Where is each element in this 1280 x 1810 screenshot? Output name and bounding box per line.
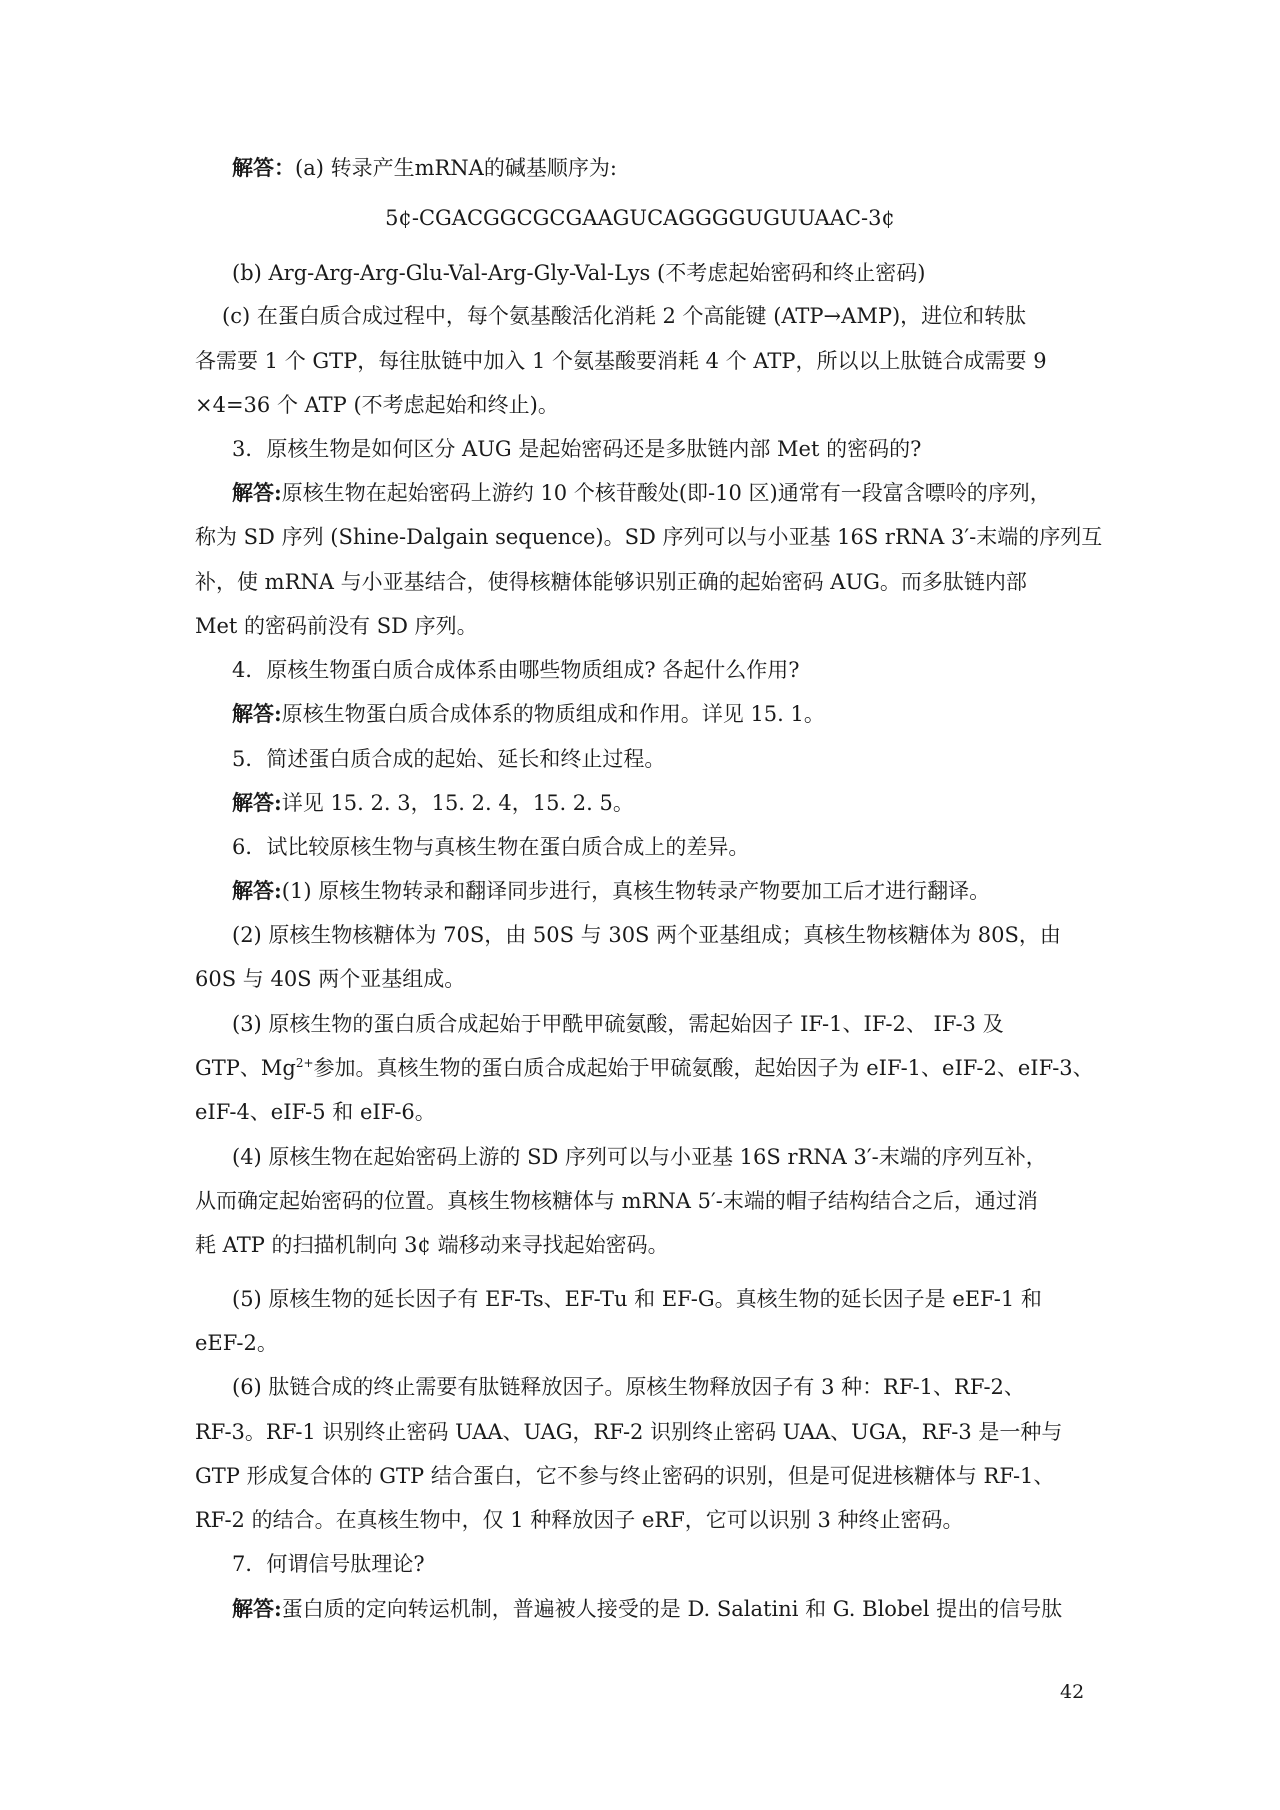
answer-3-line-3: 补，使 mRNA 与小亚基结合，使得核糖体能够识别正确的起始密码 AUG。而多肽链内部 bbox=[195, 570, 1027, 594]
page-number: 42 bbox=[1060, 1681, 1085, 1703]
answer-6-point-5-line-2: eEF-2。 bbox=[195, 1331, 278, 1355]
answer-6-point-2-line-1: (2) 原核生物核糖体为 70S，由 50S 与 30S 两个亚基组成；真核生物核糖体为 80S，由 bbox=[232, 923, 1061, 947]
answer-label: 解答: bbox=[232, 1596, 282, 1621]
answer-label: 解答: bbox=[232, 480, 282, 505]
answer-5: 解答:详见 15. 2. 3，15. 2. 4，15. 2. 5。 bbox=[232, 790, 634, 815]
answer-label: 解答: bbox=[232, 878, 282, 903]
answer-6-point-4-line-3: 耗 ATP 的扫描机制向 3¢ 端移动来寻找起始密码。 bbox=[195, 1233, 669, 1257]
question-6: 6．试比较原核生物与真核生物在蛋白质合成上的差异。 bbox=[232, 835, 750, 859]
answer-label: 解答: bbox=[232, 790, 282, 815]
answer-6-point-6-line-1: (6) 肽链合成的终止需要有肽链释放因子。原核生物释放因子有 3 种：RF-1、RF-2、 bbox=[232, 1375, 1025, 1399]
answer-6-point-5-line-1: (5) 原核生物的延长因子有 EF-Ts、EF-Tu 和 EF-G。真核生物的延长因子是 eEF-1 和 bbox=[232, 1287, 1042, 1311]
answer-6-point-4-line-1: (4) 原核生物在起始密码上游的 SD 序列可以与小亚基 16S rRNA 3′-末端的序列互补， bbox=[232, 1145, 1047, 1169]
answer-6-point-1: 解答:(1) 原核生物转录和翻译同步进行，真核生物转录产物要加工后才进行翻译。 bbox=[232, 878, 991, 903]
question-5: 5．简述蛋白质合成的起始、延长和终止过程。 bbox=[232, 747, 666, 771]
answer-a: 解答：(a) 转录产生mRNA的碱基顺序为: bbox=[232, 155, 617, 180]
answer-6-point-3-line-2: GTP、$Mg^{2+}$参加。真核生物的蛋白质合成起始于甲硫氨酸，起始因子为 eIF-1、eIF-2、eIF-3、 bbox=[195, 1056, 1094, 1080]
answer-6-point-3-line-3: eIF-4、eIF-5 和 eIF-6。 bbox=[195, 1100, 436, 1124]
answer-6-point-6-line-2: RF-3。RF-1 识别终止密码 UAA、UAG，RF-2 识别终止密码 UAA、UGA，RF-3 是一种与 bbox=[195, 1420, 1063, 1444]
question-3: 3．原核生物是如何区分 AUG 是起始密码还是多肽链内部 Met 的密码的? bbox=[232, 437, 922, 461]
answer-6-point-6-line-4: RF-2 的结合。在真核生物中，仅 1 种释放因子 eRF，它可以识别 3 种终止密码。 bbox=[195, 1508, 964, 1532]
answer-label: 解答: bbox=[232, 701, 282, 726]
answer-6-point-3-line-1: (3) 原核生物的蛋白质合成起始于甲酰甲硫氨酸，需起始因子 IF-1、IF-2、 IF-3 及 bbox=[232, 1012, 1004, 1036]
answer-7-line-1: 解答:蛋白质的定向转运机制，普遍被人接受的是 D. Salatini 和 G. Blobel 提出的信号肽 bbox=[232, 1596, 1063, 1621]
answer-b: (b) Arg-Arg-Arg-Glu-Val-Arg-Gly-Val-Lys (不考虑起始密码和终止密码) bbox=[232, 261, 926, 285]
answer-c-line-1: (c) 在蛋白质合成过程中，每个氨基酸活化消耗 2 个高能键 (ATP→AMP)，进位和转肽 bbox=[222, 304, 1027, 328]
answer-6-point-6-line-3: GTP 形成复合体的 GTP 结合蛋白，它不参与终止密码的识别，但是可促进核糖体与 RF-1、 bbox=[195, 1464, 1055, 1488]
answer-3-line-4: Met 的密码前没有 SD 序列。 bbox=[195, 614, 478, 638]
answer-3-line-2: 称为 SD 序列 (Shine-Dalgain sequence)。SD 序列可以与小亚基 16S rRNA 3′-末端的序列互 bbox=[195, 525, 1103, 549]
answer-label: 解答： bbox=[232, 155, 295, 180]
answer-6-point-2-line-2: 60S 与 40S 两个亚基组成。 bbox=[195, 967, 466, 991]
answer-4: 解答:原核生物蛋白质合成体系的物质组成和作用。详见 15. 1。 bbox=[232, 701, 825, 726]
mrna-sequence: 5¢-CGACGGCGCGAAGUCAGGGGUGUUAAC-3¢ bbox=[385, 206, 895, 230]
question-4: 4．原核生物蛋白质合成体系由哪些物质组成? 各起什么作用? bbox=[232, 658, 800, 682]
question-7: 7．何谓信号肽理论? bbox=[232, 1552, 425, 1576]
answer-6-point-4-line-2: 从而确定起始密码的位置。真核生物核糖体与 mRNA 5′-末端的帽子结构结合之后，通过消 bbox=[195, 1189, 1038, 1213]
answer-c-line-3: ×4=36 个 ATP (不考虑起始和终止)。 bbox=[195, 393, 559, 417]
answer-c-line-2: 各需要 1 个 GTP，每往肽链中加入 1 个氨基酸要消耗 4 个 ATP，所以以上肽链合成需要 9 bbox=[195, 349, 1047, 373]
answer-3-line-1: 解答:原核生物在起始密码上游约 10 个核苷酸处(即-10 区)通常有一段富含嘌呤的序列， bbox=[232, 480, 1051, 505]
